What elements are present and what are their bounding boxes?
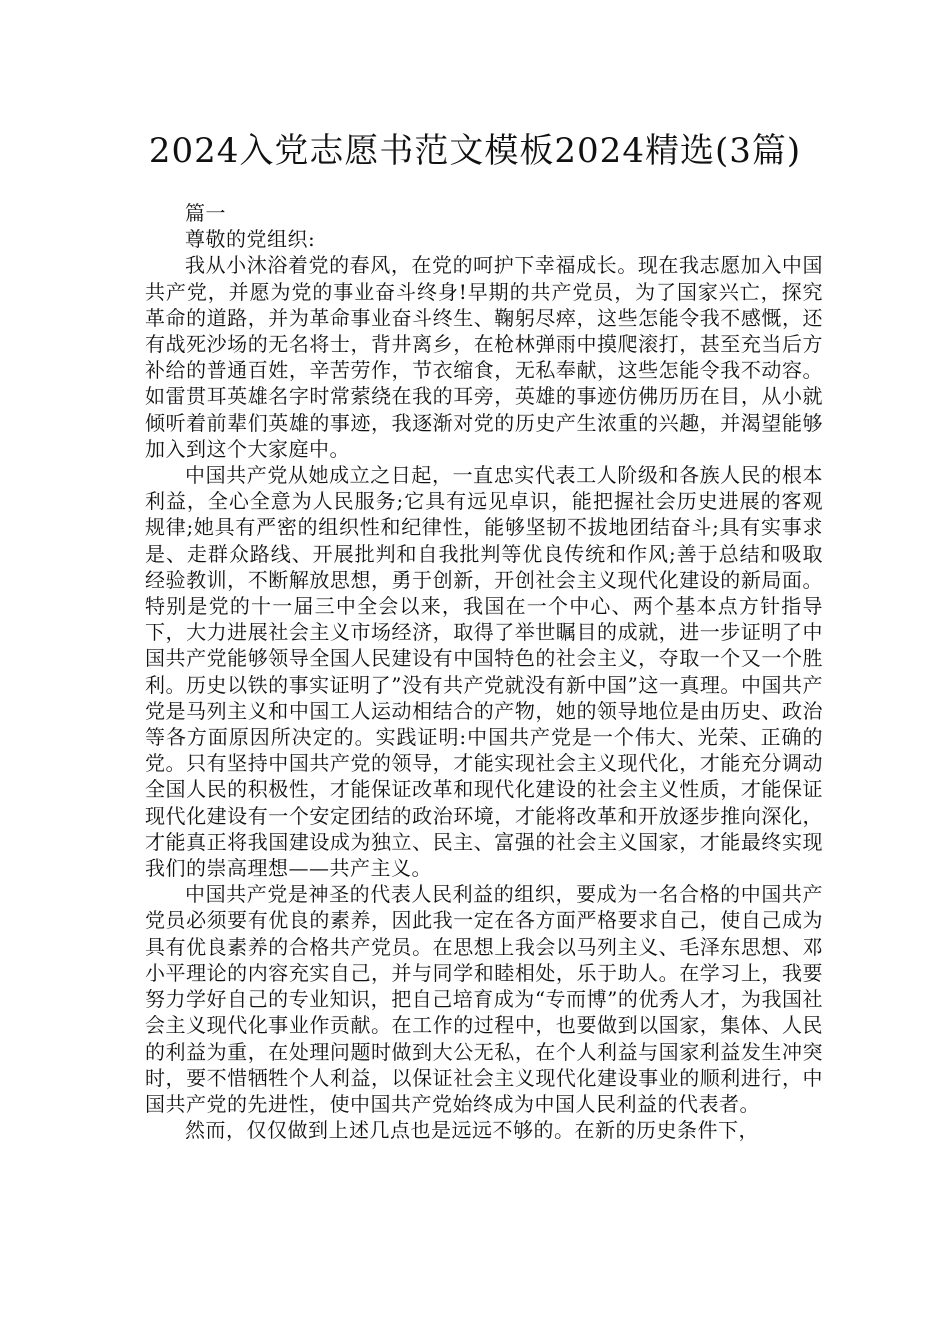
document-title: 2024入党志愿书范文模板2024精选(3篇) — [148, 131, 802, 171]
paragraph: 我从小沐浴着党的春风，在党的呵护下幸福成长。现在我志愿加入中国共产党，并愿为党的事业奋斗终身!早期的共产党员，为了国家兴亡，探究革命的道路，并为革命事业奋斗终生、鞠躬尽瘁，这些怎能令我不感慨，还有战死沙场的无名将士，背井离乡，在枪林弹雨中摸爬滚打，甚至充当后方补给的普通百姓，辛苦劳作，节衣缩食，无私奉献，这些怎能令我不动容。如雷贯耳英雄名字时常萦绕在我的耳旁，英雄的事迹仿佛历历在目，从小就倾听着前辈们英雄的事迹，我逐渐对党的历史产生浓重的兴趣，并渴望能够加入到这个大家庭中。 — [145, 253, 823, 461]
paragraph: 然而，仅仅做到上述几点也是远远不够的。在新的历史条件下， — [185, 1118, 759, 1143]
salutation: 尊敬的党组织: — [185, 227, 316, 252]
document-body — [145, 200, 823, 1143]
paragraph: 中国共产党是神圣的代表人民利益的组织，要成为一名合格的中国共产党员必须要有优良的素养，因此我一定在各方面严格要求自己，使自己成为具有优良素养的合格共产党员。在思想上我会以马列主义、毛泽东思想、邓小平理论的内容充实自己，并与同学和睦相处，乐于助人。在学习上，我要努力学好自己的专业知识，把自己培育成为“专而博”的优秀人才，为我国社会主义现代化事业作贡献。在工作的过程中，也要做到以国家，集体、人民的利益为重，在处理问题时做到大公无私，在个人利益与国家利益发生冲突时，要不惜牺牲个人利益，以保证社会主义现代化建设事业的顺利进行，中国共产党的先进性，使中国共产党始终成为中国人民利益的代表者。 — [145, 882, 823, 1116]
section-label: 篇一 — [185, 201, 226, 225]
paragraph: 中国共产党从她成立之日起，一直忠实代表工人阶级和各族人民的根本利益，全心全意为人民服务;它具有远见卓识，能把握社会历史进展的客观规律;她具有严密的组织性和纪律性，能够坚韧不拔地团结奋斗;具有实事求是、走群众路线、开展批判和自我批判等优良传统和作风;善于总结和吸取经验教训，不断解放思想，勇于创新，开创社会主义现代化建设的新局面。特别是党的十一届三中全会以来，我国在一个中心、两个基本点方针指导下，大力进展社会主义市场经济，取得了举世瞩目的成就，进一步证明了中国共产党能够领导全国人民建设有中国特色的社会主义，夺取一个又一个胜利。历史以铁的事实证明了”没有共产党就没有新中国”这一真理。中国共产党是马列主义和中国工人运动相结合的产物，她的领导地位是由历史、政治等各方面原因所决定的。实践证明:中国共产党是一个伟大、光荣、正确的党。只有坚持中国共产党的领导，才能实现社会主义现代化，才能充分调动全国人民的积极性，才能保证改革和现代化建设的社会主义性质，才能保证现代化建设有一个安定团结的政治环境，才能将改革和开放逐步推向深化，才能真正将我国建设成为独立、民主、富强的社会主义国家，才能最终实现我们的崇高理想——共产主义。 — [145, 463, 823, 881]
